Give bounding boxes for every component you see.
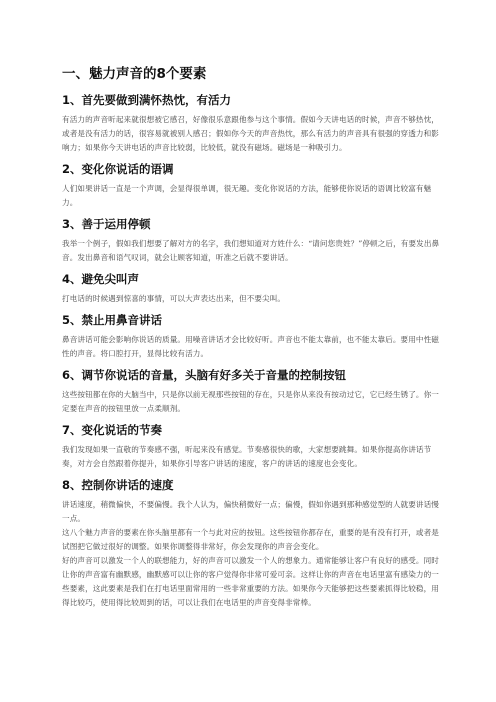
section-heading: 1、首先要做到满怀热忱，有活力 [62,93,231,107]
section-heading: 4、避免尖叫声 [62,272,140,286]
section-5 [62,312,446,361]
section-6 [62,367,446,416]
section-heading: 6、调节你说话的音量，头脑有好多关于音量的控制按钮 [62,368,346,382]
section-heading: 2、变化你说话的语调 [62,162,174,176]
section-4 [62,271,446,306]
section-paragraph: 人们如果讲话一直是一个声调，会显得很单调，很无趣。变化你说话的方法，能够使你说话的语调比较富有魅力。 [62,184,432,207]
section-paragraph: 讲话速度，稍微偏快，不要偏慢。我个人认为，偏快稍微好一点；偏慢，假如你遇到那种感觉型的人就要讲话慢一点。 [62,500,439,523]
section-heading: 5、禁止用鼻音讲话 [62,313,163,327]
section-paragraph: 有活力的声音听起来就很想被它感召，好像很乐意跟他参与这个事情。假如今天讲电话的时候，声音不够热忱，或者是没有活力的话，很容易就被别人感召；假如你今天的声音热忱，那么有活力的声音具有很强的穿透力和影响力；如果你今天讲电话的声音比较弱，比较低，就没有磁场。磁场是一种吸引力。 [62,115,439,152]
section-heading: 3、善于运用停顿 [62,217,151,231]
section-paragraph: 好的声音可以激发一个人的联想能力，好的声音可以激发一个人的想象力。通常能够让客户有良好的感受。同时让你的声音富有幽默感，幽默感可以让你的客户觉得你非常可爱可亲。这样让你的声音在电话里富有感染力的一些要素，这此要素是我们在打电话里面常用的一些非常重要的方法。如果你今天能够把这些要素抓得比较稳，用得比较巧，使用得比较周到的话，可以让我们在电话里的声音变得非常棒。 [62,556,439,607]
section-2 [62,161,446,210]
section-paragraph: 这些按钮都在你的大脑当中，只是你以前无视那些按钮的存在，只是你从来没有按动过它，它已经生锈了。你一定要在声音的按钮里放一点柔顺剂。 [62,390,439,413]
section-7 [62,422,446,471]
section-paragraph: 打电话的时候遇到惊喜的事情，可以大声表达出来，但不要尖叫。 [62,294,286,303]
section-3 [62,216,446,265]
section-heading: 7、变化说话的节奏 [62,423,163,437]
section-heading: 8、控制你讲话的速度 [62,478,174,492]
section-paragraph: 这八个魅力声音的要素在你头脑里都有一个与此对应的按钮。这些按钮你都存在，重要的是有没有打开，或者是试图把它做过很好的调整。如果你调整得非常好，你会发现你的声音会变化。 [62,528,439,551]
document-title: 一、魅力声音的8个要素 [62,66,207,82]
section-8 [62,477,446,610]
section-1 [62,92,446,155]
section-paragraph: 我们发现如果一直敬的节奏感不强，听起来没有感觉。节奏感很快的歌，大家想要跳舞。如果你提高你讲话节奏，对方会自然跟着你提升，如果你引导客户讲话的速度，客户的讲话的速度也会变化。 [62,445,432,468]
section-paragraph: 鼻音讲话可能会影响你说话的质量。用噪音讲话才会比较好听。声音也不能太靠前，也不能太靠后。要用中性磁性的声音。将口腔打开，显得比较有活力。 [62,335,439,358]
section-paragraph: 我举一个例子，假如我们想要了解对方的名字，我们想知道对方姓什么：“请问您贵姓？”停顿之后，有要发出鼻音。发出鼻音和语气叹词，就会让顾客知道，听准之后就不要讲话。 [62,239,440,262]
